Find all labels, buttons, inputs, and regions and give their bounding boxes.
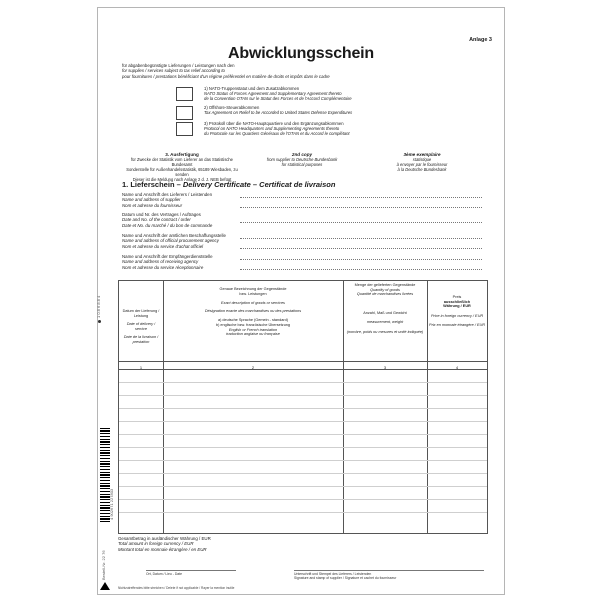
field-line <box>240 238 482 239</box>
field-supplier[interactable]: Name und Anschrift des Lieferers / Leistenden Name and address of supplier Nom et adresse du fournisseur <box>122 192 482 208</box>
field-contract[interactable]: Datum und Nr. des Vertrages / Auftrages Date and No. of the contract / order Date et No. du marché / du bon de commande <box>122 212 482 228</box>
side-code: 1 0 8 6 8 8 4 <box>96 295 101 318</box>
table-row[interactable] <box>119 486 487 487</box>
table-row[interactable] <box>119 382 487 383</box>
col2-header: Genaue Bezeichnung der Gegenstände bzw. Leistungen Exact description of goods or services Désignation exacte des marchandises ou des prestations a) deutsche Sprache (Gemein - standard) b) englische bzw. französische Übersetzung English or French translation traduction anglaise ou française <box>204 287 302 337</box>
goods-table <box>118 280 488 534</box>
intro-line-de: für abgabenbegünstigte Lieferungen / Leistungen nach den <box>122 63 235 68</box>
col-divider <box>343 281 344 533</box>
field-line <box>240 248 482 249</box>
table-row[interactable] <box>119 460 487 461</box>
checkbox-nato-sofa[interactable] <box>176 87 193 101</box>
punch-dot <box>98 320 101 323</box>
document-title: Abwicklungsschein <box>228 45 374 62</box>
copy-fr: 3ème exemplaire statistique à envoyer par le fournisseur à la Deutsche Bundesbank <box>396 152 448 172</box>
checkbox-offshore[interactable] <box>176 106 193 120</box>
field-procurement-agency[interactable]: Name und Anschrift der amtlichen Beschaffungsstelle Name and address of official procurement agency Nom et adresse du service d'achat officiel <box>122 233 482 249</box>
col1-header: Datum der Lieferung / Leistung Date of delivery / service Date de la livraison / prestation <box>122 309 160 344</box>
intro-line-fr: pour fournitures / prestations bénéficiant d'un régime préférentiel en matière de droits et impôts dans le cadre <box>122 73 330 79</box>
footer-note: Nichtzutreffendes bitte streichen / Delete if not applicable / Rayer la mention inutile <box>118 586 235 590</box>
table-row[interactable] <box>119 408 487 409</box>
col-number: 2 <box>251 365 255 370</box>
table-row[interactable] <box>119 473 487 474</box>
col4-header: Preis ausschließlich Währung / EUR Price in foreign currency / EUR Prix en monnaie étrangère / EUR <box>429 295 485 328</box>
field-line <box>240 259 482 260</box>
option-fr: de la Convention OTAN sur le Statut des Forces et de l'Accord Complémentaire <box>204 96 352 101</box>
form-page <box>97 7 505 595</box>
option-fr: du Protocole sur les Quartiers Généraux de l'OTAN et du Accord le complétant <box>204 131 350 136</box>
option-en: Tax Agreement on Relief to be Accorded to United States Defense Expenditures <box>204 110 353 115</box>
header-divider <box>119 361 487 362</box>
field-receiving-agency[interactable]: Name und Anschrift der Empfängerdienststelle Name and address of receiving agency Nom et adresse du service réceptionnaire <box>122 254 482 270</box>
table-row[interactable] <box>119 499 487 500</box>
option-nato-hq[interactable] <box>176 121 496 137</box>
signature-supplier: Unterschrift und Stempel des Lieferers / Leistenden Signature and stamp of supplier / Signature et cachet du fournisseur <box>294 570 484 580</box>
col-number: 4 <box>455 365 459 370</box>
table-row[interactable] <box>119 434 487 435</box>
order-number: Bestell-Nr. 22 76 <box>101 550 106 580</box>
signature-place-date: Ort, Datum / Lieu - Date <box>146 570 236 576</box>
total-amount[interactable]: Gesamtbetrag in ausländischer Währung / EUR Total amount in foreign currency / EUR Montant total en monnaie étrangère / en EUR <box>118 536 211 552</box>
option-de: Offshore-Steuerabkommen <box>208 105 260 110</box>
col-divider <box>427 281 428 533</box>
col-number: 3 <box>383 365 387 370</box>
field-line <box>240 207 482 208</box>
option-en: Protocol on NATO Headquarters and Supplementing Agreements thereto <box>204 126 340 131</box>
field-line <box>240 269 482 270</box>
col-divider <box>163 281 164 533</box>
intro-text <box>122 63 482 79</box>
brand-triangle-icon <box>100 582 110 590</box>
field-line <box>240 197 482 198</box>
col3-header: Menge der gelieferten Gegenstände Quantity of goods Quantité de marchandises livrées Anzahl, Maß und Gewicht measurement, weight (nombre, poids ou mesures et unité indiquée) <box>346 283 424 334</box>
table-row[interactable] <box>119 512 487 513</box>
option-num: 3) <box>204 121 208 126</box>
option-num: 2) <box>204 105 208 110</box>
table-row[interactable] <box>119 447 487 448</box>
option-en: NATO Status of Forces Agreement and Supplementary Agreement thereto <box>204 91 342 96</box>
table-row[interactable] <box>119 421 487 422</box>
field-line <box>240 222 482 223</box>
option-de: NATO-Truppenstatut und dem Zusatzabkommen <box>208 86 300 91</box>
table-row[interactable] <box>119 395 487 396</box>
option-nato-sofa[interactable] <box>176 86 496 102</box>
copy-de: 3. Ausfertigung für Zwecke der Statistik vom Lieferer an das Statistische Bundesamt Sonderstelle für Außenhandelsstatistik, 65189 Wiesbaden, zu senden Dieser ist die Meldung nach Anlage 2 d. J. NEB befügt <box>126 152 238 182</box>
option-offshore[interactable] <box>176 105 496 121</box>
col-number: 1 <box>139 365 143 370</box>
intro-line-en: for supplies / services subject to tax relief according to <box>122 68 225 74</box>
anlage-label: Anlage 3 <box>469 37 492 43</box>
barcode-number: 4 902671 227803 <box>109 488 114 520</box>
copy-designation <box>122 152 482 182</box>
option-de: Protokoll über die NATO-Hauptquartiere und den Ergänzungsabkommen <box>208 121 344 126</box>
section-heading: 1. Lieferschein – Delivery Certificate – Certificat de livraison <box>122 180 336 189</box>
option-num: 1) <box>204 86 208 91</box>
checkbox-nato-hq[interactable] <box>176 122 193 136</box>
copy-en: 2nd copy from supplier to Deutsche Bundesbank for statistical purposes <box>266 152 338 167</box>
